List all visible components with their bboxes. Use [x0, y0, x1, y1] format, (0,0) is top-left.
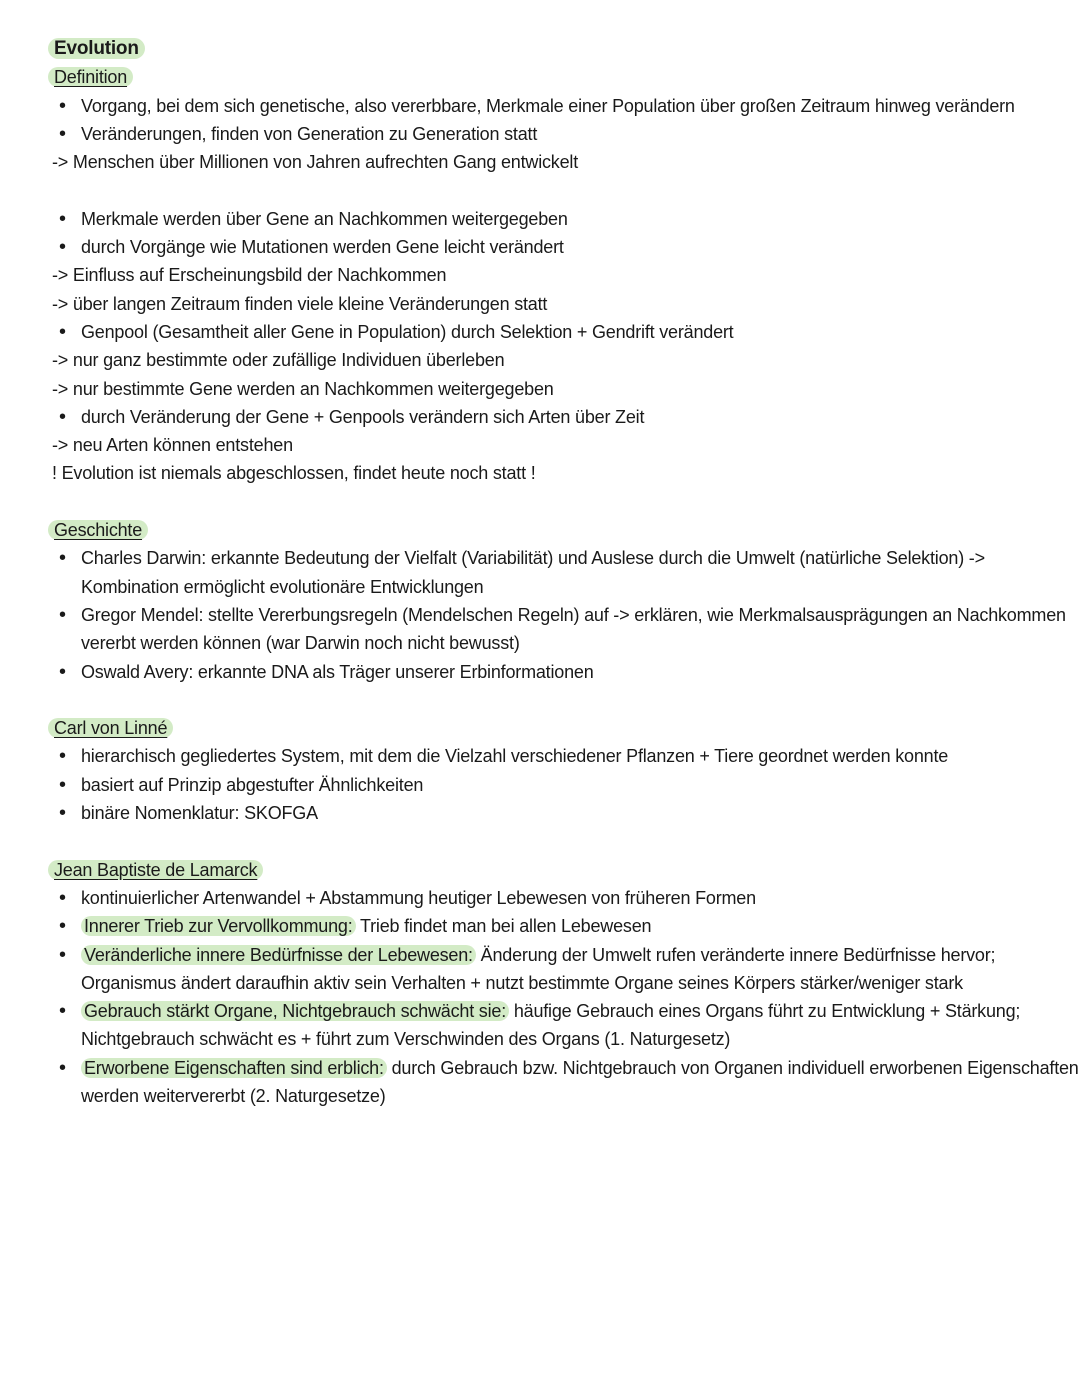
- spacer: [48, 176, 1020, 204]
- list-item: • durch Veränderung der Gene + Genpools verändern sich Arten über Zeit: [48, 403, 1020, 431]
- geschichte-heading-line: [48, 516, 1020, 544]
- list-item: • Merkmale werden über Gene an Nachkommen weitergegeben: [48, 205, 1020, 233]
- bullet-icon: •: [59, 603, 66, 626]
- linne-heading: Carl von Linné: [48, 718, 173, 738]
- list-item: • hierarchisch gegliedertes System, mit dem die Vielzahl verschiedener Pflanzen + Tiere geordnet werden konnte: [48, 742, 1020, 770]
- bullet-icon: •: [59, 236, 66, 259]
- definition-heading-line: [48, 63, 1020, 91]
- keyword-highlight: Gebrauch stärkt Organe, Nichtgebrauch schwächt sie:: [81, 1001, 509, 1021]
- list-item: • Vorgang, bei dem sich genetische, also vererbbare, Merkmale einer Population über großen Zeitraum hinweg verändern: [48, 92, 1020, 120]
- arrow-note: -> neu Arten können entstehen: [52, 435, 293, 456]
- arrow-note: -> nur ganz bestimmte oder zufällige Individuen überleben: [52, 350, 505, 371]
- bullet-icon: •: [59, 547, 66, 570]
- bullet-icon: •: [59, 207, 66, 230]
- linne-heading-line: [48, 714, 1020, 742]
- list-item: • Gebrauch stärkt Organe, Nichtgebrauch schwächt sie: häufige Gebrauch eines Organs führt zu Entwicklung + Stärkung; Nichtgebrauch schwächt es + führt zum Verschwinden des Organs (1. Naturgesetz): [48, 997, 1020, 1054]
- lamarck-heading: Jean Baptiste de Lamarck: [48, 860, 263, 880]
- bullet-icon: •: [59, 773, 66, 796]
- important-note: ! Evolution ist niemals abgeschlossen, findet heute noch statt !: [52, 463, 536, 484]
- list-item: • Innerer Trieb zur Vervollkommung: Trieb findet man bei allen Lebewesen: [48, 912, 1020, 940]
- page-title: Evolution: [48, 38, 145, 59]
- list-item: • durch Vorgänge wie Mutationen werden Gene leicht verändert: [48, 233, 1020, 261]
- bullet-icon: •: [59, 802, 66, 825]
- bullet-icon: •: [59, 745, 66, 768]
- keyword-highlight: Innerer Trieb zur Vervollkommung:: [81, 916, 356, 936]
- list-item: • basiert auf Prinzip abgestufter Ähnlichkeiten: [48, 771, 1020, 799]
- spacer: [48, 686, 1020, 714]
- list-item: • Gregor Mendel: stellte Vererbungsregeln (Mendelschen Regeln) auf -> erklären, wie Merkmalsausprägungen an Nachkommen vererbt werden können (war Darwin noch nicht bewusst): [48, 601, 1020, 658]
- list-item: • binäre Nomenklatur: SKOFGA: [48, 799, 1020, 827]
- bullet-icon: •: [59, 943, 66, 966]
- list-item: • Veränderungen, finden von Generation zu Generation statt: [48, 120, 1020, 148]
- arrow-note: -> Menschen über Millionen von Jahren aufrechten Gang entwickelt: [52, 152, 579, 173]
- bullet-icon: •: [59, 915, 66, 938]
- title-line: [48, 34, 1020, 63]
- arrow-note: -> über langen Zeitraum finden viele kleine Veränderungen statt: [52, 293, 548, 314]
- bullet-icon: •: [59, 886, 66, 909]
- arrow-note: -> Einfluss auf Erscheinungsbild der Nachkommen: [52, 265, 447, 286]
- bullet-icon: •: [59, 405, 66, 428]
- list-item: • Genpool (Gesamtheit aller Gene in Population) durch Selektion + Gendrift verändert: [48, 318, 1020, 346]
- definition-heading: Definition: [48, 67, 133, 87]
- keyword-highlight: Veränderliche innere Bedürfnisse der Lebewesen:: [81, 945, 476, 965]
- arrow-note: -> nur bestimmte Gene werden an Nachkommen weitergegeben: [52, 378, 554, 399]
- list-item: • Oswald Avery: erkannte DNA als Träger unserer Erbinformationen: [48, 658, 1020, 686]
- bullet-icon: •: [59, 320, 66, 343]
- list-item: • Charles Darwin: erkannte Bedeutung der Vielfalt (Variabilität) und Auslese durch die Umwelt (natürliche Selektion) -> Kombination ermöglicht evolutionäre Entwicklungen: [48, 544, 1020, 601]
- list-item: • Veränderliche innere Bedürfnisse der Lebewesen: Änderung der Umwelt rufen veränderte innere Bedürfnisse hervor; Organismus ändert daraufhin aktiv sein Verhalten + nutzt bestimmte Organe seines Körpers stärker/weniger stark: [48, 941, 1020, 998]
- keyword-highlight: Erworbene Eigenschaften sind erblich:: [81, 1058, 387, 1078]
- list-item: • Erworbene Eigenschaften sind erblich: durch Gebrauch bzw. Nichtgebrauch von Organen individuell erworbenen Eigenschaften werden weitervererbt (2. Naturgesetze): [48, 1054, 1020, 1111]
- bullet-icon: •: [59, 122, 66, 145]
- lamarck-heading-line: [48, 856, 1020, 884]
- spacer: [48, 827, 1020, 855]
- spacer: [48, 488, 1020, 516]
- bullet-icon: •: [59, 94, 66, 117]
- bullet-icon: •: [59, 660, 66, 683]
- bullet-icon: •: [59, 1000, 66, 1023]
- bullet-icon: •: [59, 1056, 66, 1079]
- geschichte-heading: Geschichte: [48, 520, 148, 540]
- list-item: • kontinuierlicher Artenwandel + Abstammung heutiger Lebewesen von früheren Formen: [48, 884, 1020, 912]
